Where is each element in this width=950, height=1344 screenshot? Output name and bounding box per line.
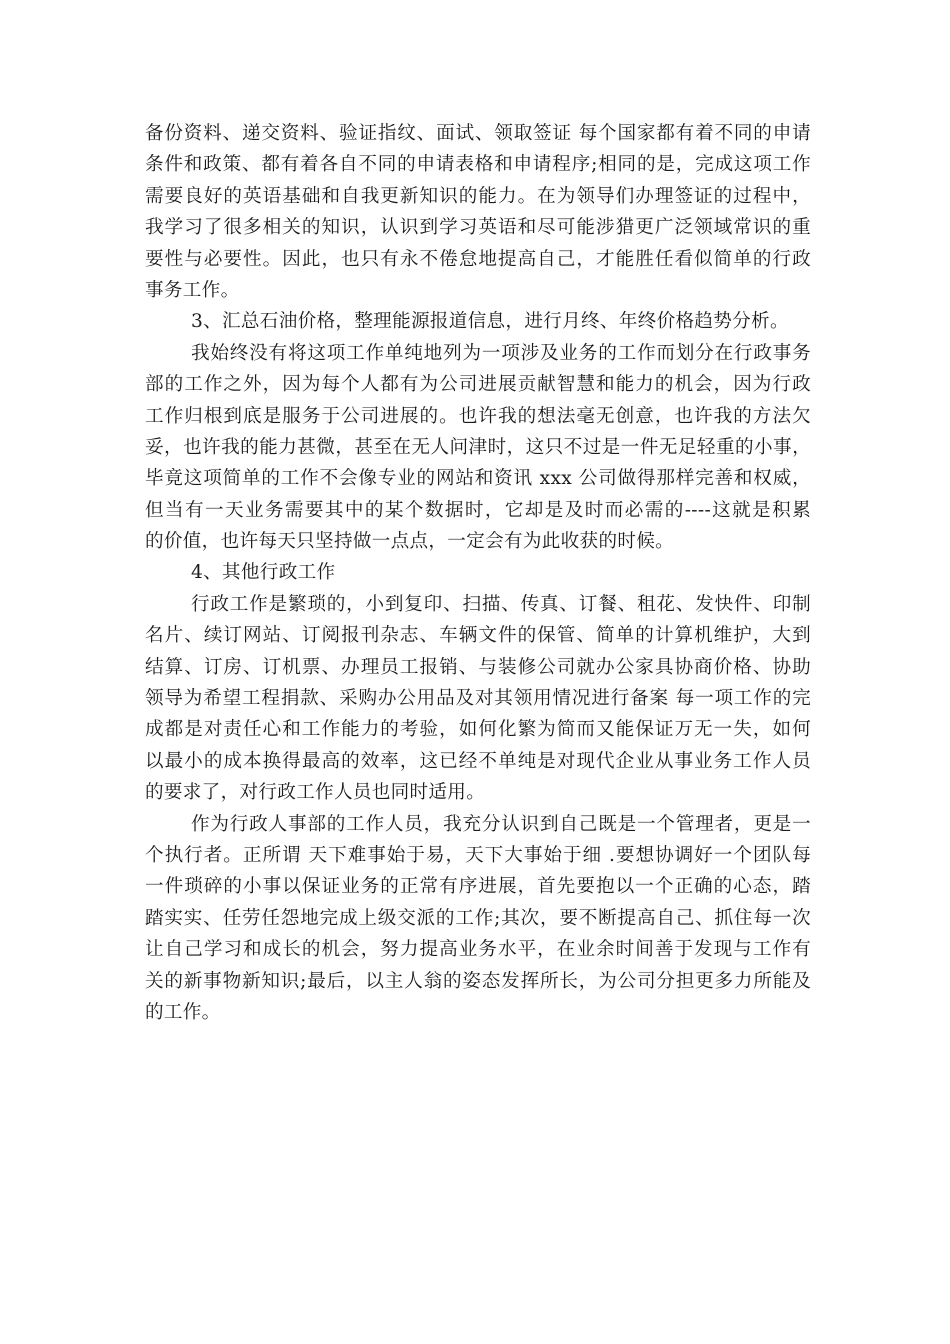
text-line: 关的新事物新知识;最后，以主人翁的姿态发挥所长，为公司分担更多力所能及 (145, 970, 811, 992)
text-line: 领导为希望工程捐款、采购办公用品及对其领用情况进行备案 每一项工作的完 (145, 688, 811, 710)
text-line: 备份资料、递交资料、验证指纹、面试、领取签证 每个国家都有着不同的申请 (145, 123, 811, 144)
text-line: 行政工作是繁琐的，小到复印、扫描、传真、订餐、租花、发快件、印制 (191, 593, 811, 615)
text-line: 的价值，也许每天只坚持做一点点，一定会有为此收获的时候。 (145, 531, 675, 553)
text-line: 作为行政人事部的工作人员，我充分认识到自己既是一个管理者，更是一 (191, 813, 811, 835)
text-line: 成都是对责任心和工作能力的考验，如何化繁为简而又能保证万无一失，如何 (145, 719, 811, 741)
section-heading-3: 3、汇总石油价格，整理能源报道信息，进行月终、年终价格趋势分析。 (191, 311, 789, 333)
text-line: 个执行者。正所谓 天下难事始于易，天下大事始于细 .要想协调好一个团队每 (145, 844, 811, 866)
document-body (145, 118, 811, 1028)
text-line: 妥，也许我的能力甚微，甚至在无人问津时，这只不过是一件无足轻重的小事， (145, 436, 811, 458)
text-line: 工作归根到底是服务于公司进展的。也许我的想法毫无创意，也许我的方法欠 (145, 405, 811, 427)
text-line: 的要求了，对行政工作人员也同时适用。 (145, 782, 486, 804)
text-line: 我学习了很多相关的知识，认识到学习英语和尽可能涉猎更广泛领域常识的重 (145, 217, 811, 239)
text-line: 毕竟这项简单的工作不会像专业的网站和资讯 xxx 公司做得那样完善和权威， (145, 468, 811, 490)
section-heading-4: 4、其他行政工作 (191, 562, 336, 584)
text-line: 但当有一天业务需要其中的某个数据时，它却是及时而必需的----这就是积累 (145, 499, 811, 521)
text-line: 名片、续订网站、订阅报刊杂志、车辆文件的保管、简单的计算机维护，大到 (145, 625, 811, 647)
text-line: 事务工作。 (145, 279, 240, 301)
text-line: 结算、订房、订机票、办理员工报销、与装修公司就办公家具协商价格、协助 (145, 656, 811, 678)
text-line: 一件琐碎的小事以保证业务的正常有序进展，首先要抱以一个正确的心态，踏 (145, 876, 811, 898)
text-line: 让自己学习和成长的机会，努力提高业务水平，在业余时间善于发现与工作有 (145, 939, 811, 961)
text-line: 踏实实、任劳任怨地完成上级交派的工作;其次，要不断提高自己、抓住每一次 (145, 907, 811, 929)
text-line: 条件和政策、都有着各自不同的申请表格和申请程序;相同的是，完成这项工作 (145, 154, 811, 176)
text-line: 需要良好的英语基础和自我更新知识的能力。在为领导们办理签证的过程中， (145, 185, 811, 207)
text-line: 要性与必要性。因此，也只有永不倦怠地提高自己，才能胜任看似简单的行政 (145, 248, 811, 270)
text-line: 部的工作之外，因为每个人都有为公司进展贡献智慧和能力的机会，因为行政 (145, 374, 811, 396)
text-line: 我始终没有将这项工作单纯地列为一项涉及业务的工作而划分在行政事务 (191, 342, 811, 364)
text-line: 的工作。 (145, 1001, 221, 1023)
text-line: 以最小的成本换得最高的效率，这已经不单纯是对现代企业从事业务工作人员 (145, 750, 811, 772)
